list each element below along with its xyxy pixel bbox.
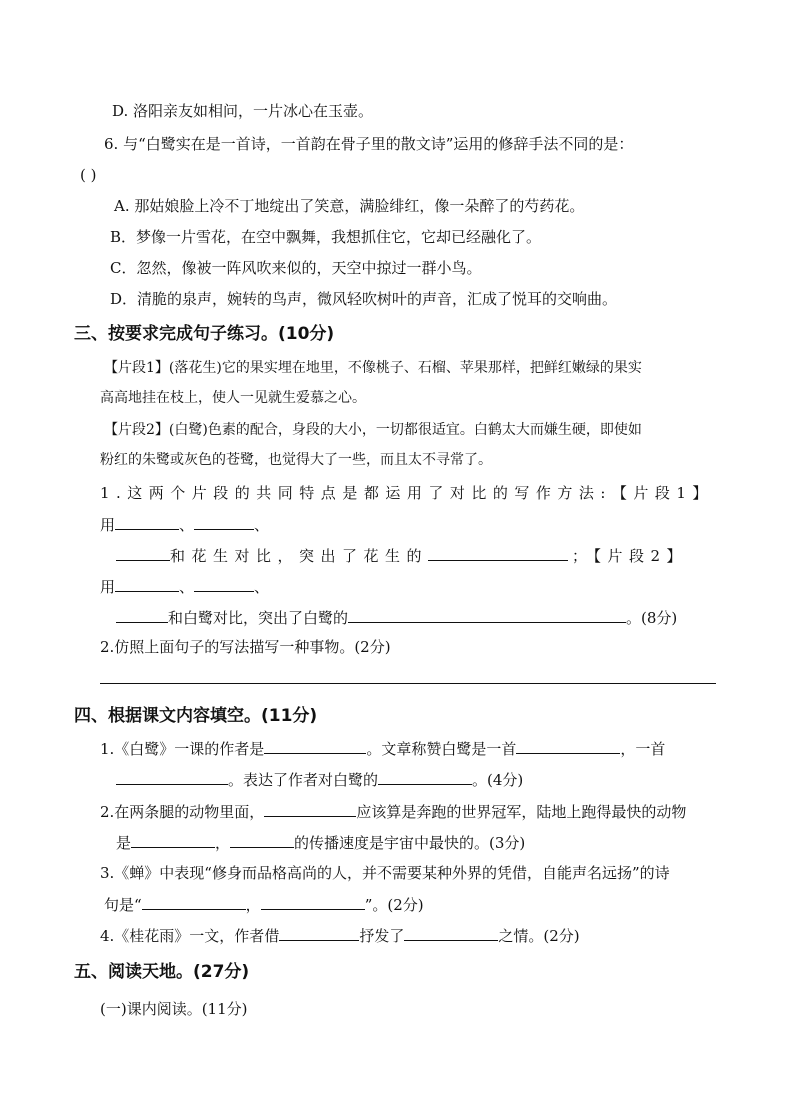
s3-q1-line-1: 1.这两个片段的共同特点是都运用了对比的写作方法:【片段1】 [100, 484, 714, 502]
q6-option-d: D．清脆的泉声，婉转的鸟声，微风轻吹树叶的声音，汇成了悦耳的交响曲。 [110, 290, 618, 308]
s4-q3-text-d: ”。(2分) [364, 896, 424, 914]
s3-q1-score: 。(8分) [626, 609, 678, 627]
s4-q1-blank-feeling[interactable] [378, 769, 472, 785]
s4-q4-text-a: 4.《桂花雨》一文，作者借 [100, 927, 280, 945]
s4-q2-line-2 [116, 832, 525, 853]
s4-q2-line-1 [100, 801, 686, 822]
s4-q2-text-b: 应该算是奔跑的世界冠军，陆地上跑得最快的动物 [356, 803, 687, 821]
fragment-1-line-2: 高高地挂在枝上，使人一见就生爱慕之心。 [100, 390, 366, 406]
s5-sub-1: (一)课内阅读。(11分) [100, 1000, 248, 1018]
s4-q4-line [100, 925, 580, 946]
s4-q1-text-a: 1.《白鹭》一课的作者是 [100, 740, 265, 758]
s4-q4-blank-1[interactable] [279, 925, 359, 941]
q6-option-c: C．忽然，像被一阵风吹来似的，天空中掠过一群小鸟。 [110, 259, 482, 277]
s4-q1-text-c: ，一首 [620, 740, 666, 758]
s4-q3-line-2 [104, 894, 424, 915]
q6-option-b: B．梦像一片雪花，在空中飘舞，我想抓住它，它却已经融化了。 [110, 228, 542, 246]
s4-q2-blank-3[interactable] [230, 832, 294, 848]
s4-q2-text-c: 是 [116, 834, 132, 852]
s3-q1-line-5 [116, 607, 677, 628]
s3-q1-blank-8[interactable] [348, 607, 626, 623]
s4-q4-text-c: 之情。(2分) [498, 927, 580, 945]
s4-q3-blank-1[interactable] [142, 894, 246, 910]
s3-q2-answer-line[interactable] [100, 683, 716, 684]
s3-q1-blank-4[interactable] [428, 545, 568, 561]
s3-q1-sep-1: 、 [179, 516, 195, 534]
s4-q2-blank-2[interactable] [131, 832, 215, 848]
q6-answer-paren: ( ) [80, 166, 97, 184]
s3-q1-blank-3[interactable] [116, 545, 170, 561]
section-5-heading: 五、阅读天地。(27分) [74, 962, 250, 982]
s3-q1-sep-3: 、 [179, 578, 195, 596]
section-4-heading: 四、根据课文内容填空。(11分) [74, 706, 318, 726]
s4-q3-blank-2[interactable] [261, 894, 365, 910]
s3-q1-line-4 [100, 576, 269, 597]
s4-q3-text-b: 句是“ [104, 896, 142, 914]
s3-q1-blank-2[interactable] [194, 514, 254, 530]
s4-q1-text-e: 。(4分) [472, 771, 524, 789]
s3-q1-heron-text: 和白鹭对比，突出了白鹭的 [168, 609, 349, 627]
s4-q4-blank-2[interactable] [404, 925, 498, 941]
s4-q1-blank-author[interactable] [264, 738, 366, 754]
fragment-2-line-1: 【片段2】(白鹭)色素的配合，身段的大小，一切都很适宜。白鹤太大而嫌生硬，即使如 [104, 422, 642, 438]
s3-q1-blank-1[interactable] [115, 514, 179, 530]
s3-q1-line-3 [116, 545, 688, 566]
s4-q1-text-b: 。文章称赞白鹭是一首 [366, 740, 517, 758]
section-3-heading: 三、按要求完成句子练习。(10分) [74, 324, 335, 344]
s4-q1-line-2 [116, 769, 523, 790]
fragment-2-line-2: 粉红的朱鹭或灰色的苍鹭，也觉得大了一些，而且太不寻常了。 [100, 452, 492, 468]
s3-q1-sep-4: 、 [254, 578, 270, 596]
s3-q1-yong-1: 用 [100, 516, 116, 534]
s3-q1-semi-text: ；【片段2】 [572, 547, 689, 565]
s3-q1-peanut-text: 和花生对比，突出了花生的 [170, 547, 429, 565]
s4-q1-blank-prose[interactable] [116, 769, 228, 785]
s3-q1-yong-2: 用 [100, 578, 116, 596]
s3-q1-blank-5[interactable] [115, 576, 179, 592]
s3-q1-sep-2: 、 [254, 516, 270, 534]
s4-q4-text-b: 抒发了 [359, 927, 405, 945]
s4-q2-text-e: 的传播速度是宇宙中最快的。(3分) [294, 834, 526, 852]
s4-q1-text-d: 。表达了作者对白鹭的 [228, 771, 379, 789]
fragment-1-line-1: 【片段1】(落花生)它的果实埋在地里，不像桃子、石榴、苹果那样，把鲜红嫩绿的果实 [104, 360, 642, 376]
q5-option-d: D. 洛阳亲友如相问，一片冰心在玉壶。 [112, 102, 374, 120]
s3-q1-blank-6[interactable] [194, 576, 254, 592]
s3-q1-blank-7[interactable] [116, 607, 168, 623]
q6-option-a: A. 那姑娘脸上冷不丁地绽出了笑意，满脸绯红，像一朵醉了的芍药花。 [114, 197, 585, 215]
q6-stem: 6. 与“白鹭实在是一首诗，一首韵在骨子里的散文诗”运用的修辞手法不同的是： [104, 135, 634, 153]
s4-q2-text-d: ， [215, 834, 231, 852]
s4-q2-blank-1[interactable] [264, 801, 356, 817]
s4-q3-line-1: 3.《蝉》中表现“修身而品格高尚的人，并不需要某种外界的凭借，自能声名远扬”的诗 [100, 864, 670, 882]
s3-q2: 2.仿照上面句子的写法描写一种事物。(2分) [100, 638, 391, 656]
s4-q1-line-1 [100, 738, 665, 759]
s4-q3-text-c: ， [245, 896, 261, 914]
s3-q1-line-2 [100, 514, 269, 535]
s4-q1-blank-poem[interactable] [516, 738, 620, 754]
s4-q2-text-a: 2.在两条腿的动物里面， [100, 803, 265, 821]
